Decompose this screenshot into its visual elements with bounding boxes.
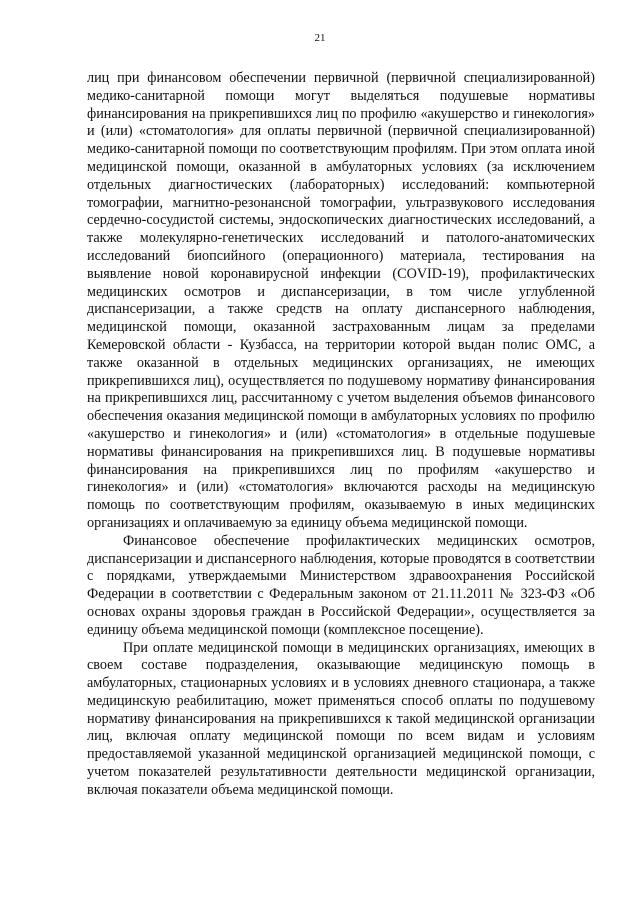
page-number: 21 — [314, 32, 326, 44]
paragraph-subdivision-payment: При оплате медицинской помощи в медицинских организациях, имеющих в своем составе подразделения, оказывающие медицинскую помощь в амбулаторных, стационарных условиях и в условиях дневного стационара, а также медицинскую реабилитацию, может применяться способ оплаты по подушевому нормативу финансирования на прикрепившихся к такой медицинской организации лиц, включая оплату медицинской помощи по всем видам и условиям предоставляемой указанной медицинской организацией медицинской помощи, с учетом показателей результативности деятельности медицинской организации, включая показатели объема медицинской помощи. — [87, 639, 595, 798]
paragraph-preventive-financing: Финансовое обеспечение профилактических медицинских осмотров, диспансеризации и диспансерного наблюдения, которые проводятся в соответствии с порядками, утверждаемыми Министерством здравоохранения Российской Федерации в соответствии с Федеральным законом от 21.11.2011 № 323-ФЗ «Об основах охраны здоровья граждан в Российской Федерации», осуществляется за единицу объема медицинской помощи (комплексное посещение). — [87, 532, 595, 638]
paragraph-continuation: лиц при финансовом обеспечении первичной (первичной специализированной) медико-санитарной помощи могут выделяться подушевые нормативы финансирования на прикрепившихся лиц по профилю «акушерство и гинекология» и (или) «стоматология» для оплаты первичной (первичной специализированной) медико-санитарной помощи по соответствующим профилям. При этом оплата иной медицинской помощи, оказанной в амбулаторных условиях (за исключением отдельных диагностических (лабораторных) исследований: компьютерной томографии, магнитно-резонансной томографии, ультразвукового исследования сердечно-сосудистой системы, эндоскопических диагностических исследований, а также молекулярно-генетических исследований и патолого-анатомических исследований биопсийного (операционного) материала, тестирования на выявление новой коронавирусной инфекции (COVID-19), профилактических медицинских осмотров и диспансеризации, в том числе углубленной диспансеризации, а также средств на оплату диспансерного наблюдения, медицинской помощи, оказанной застрахованным лицам за пределами Кемеровской области - Кузбасса, на территории которой выдан полис ОМС, а также оказанной в отдельных медицинских организациях, не имеющих прикрепившихся лиц), осуществляется по подушевому нормативу финансирования на прикрепившихся лиц, рассчитанному с учетом выделения объемов финансового обеспечения оказания медицинской помощи в амбулаторных условиях по профилю «акушерство и гинекология» и (или) «стоматология» в отдельные подушевые нормативы финансирования на прикрепившихся лиц. В подушевые нормативы финансирования на прикрепившихся лиц по профилям «акушерство и гинекология» и (или) «стоматология» включаются расходы на медицинскую помощь по соответствующим профилям, оказываемую в иных медицинских организациях и оплачиваемую за единицу объема медицинской помощи. — [87, 70, 595, 531]
document-body — [87, 70, 595, 800]
